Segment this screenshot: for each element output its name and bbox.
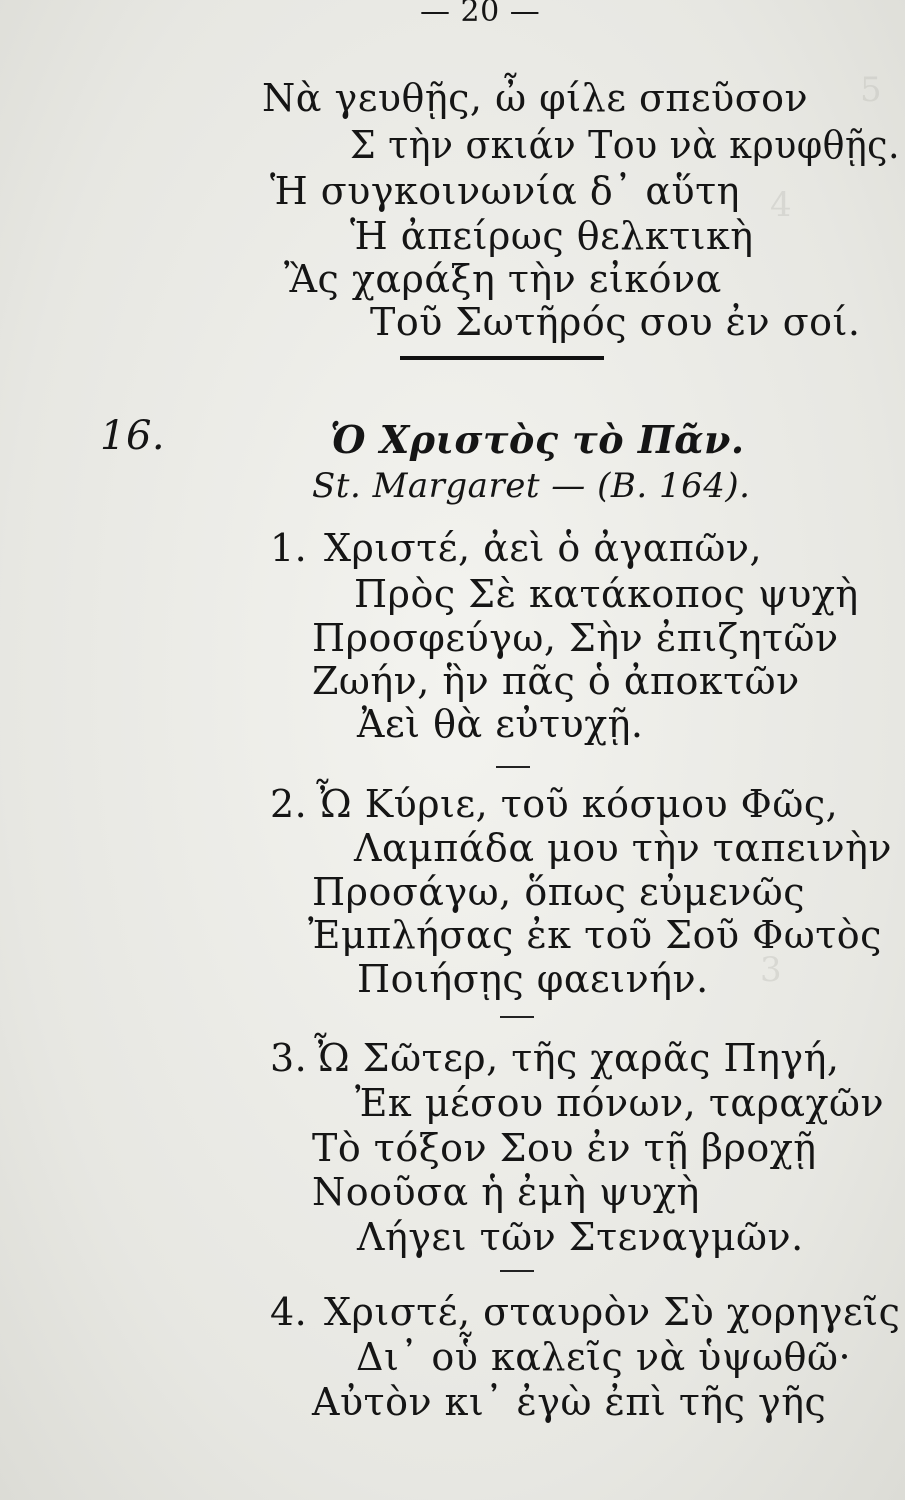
page-number: — 20 —: [420, 0, 541, 29]
hymn-number: 16.: [100, 413, 166, 459]
verse-separator: [500, 1270, 534, 1272]
verse-number: 2.: [270, 782, 308, 826]
verse-line: Ἐκ μέσου πόνων, ταραχῶν: [355, 1081, 885, 1125]
verse-line: Προσάγω, ὅπως εὐμενῶς: [312, 870, 806, 914]
verse-line: Λήγει τῶν Στεναγμῶν.: [357, 1215, 804, 1259]
verse-number: 4.: [270, 1290, 308, 1334]
verse-line: Αὐτὸν κι᾽ ἐγὼ ἐπὶ τῆς γῆς: [312, 1380, 827, 1424]
verse-line: Λαμπάδα μου τὴν ταπεινὴν: [354, 826, 892, 870]
verse-line: Τὸ τόξον Σου ἐν τῇ βροχῇ: [312, 1126, 817, 1170]
prev-stanza-line: Νὰ γευθῇς, ὦ φίλε σπεῦσον: [262, 76, 809, 120]
verse-separator: [496, 766, 530, 768]
prev-stanza-line: Ἡ ἀπείρως θελκτικὴ: [350, 214, 754, 258]
prev-stanza-line: Σ τὴν σκιάν Του νὰ κρυφθῇς.: [350, 123, 900, 167]
show-through-texture: 4: [770, 185, 792, 225]
prev-stanza-line: Ἡ συγκοινωνία δ᾽ αὕτη: [270, 169, 740, 213]
verse-line: Ὦ Κύριε, τοῦ κόσμου Φῶς,: [316, 782, 839, 826]
verse-line: Χριστέ, ἀεὶ ὁ ἀγαπῶν,: [324, 526, 763, 570]
verse-separator: [500, 1016, 534, 1018]
verse-line: Δι᾽ οὗ καλεῖς νὰ ὑψωθῶ·: [356, 1335, 852, 1379]
verse-number: 1.: [270, 526, 308, 570]
prev-stanza-line: Ἂς χαράξη τὴν εἰκόνα: [284, 257, 722, 301]
section-divider: [400, 356, 604, 360]
prev-stanza-line: Τοῦ Σωτῆρός σου ἐν σοί.: [370, 300, 861, 344]
hymn-tune: St. Margaret — (B. 164).: [312, 466, 751, 506]
verse-line: Ὦ Σῶτερ, τῆς χαρᾶς Πηγή,: [314, 1036, 840, 1080]
verse-line: Ἐμπλήσας ἐκ τοῦ Σοῦ Φωτὸς: [308, 913, 882, 957]
verse-line: Νοοῦσα ἡ ἐμὴ ψυχὴ: [312, 1170, 700, 1214]
hymn-title: Ὁ Χριστὸς τὸ Πᾶν.: [330, 417, 745, 462]
show-through-texture: 5: [860, 70, 882, 110]
show-through-texture: 3: [760, 950, 782, 990]
verse-line: Χριστέ, σταυρὸν Σὺ χορηγεῖς: [324, 1290, 901, 1334]
verse-line: Ζωήν, ἣν πᾶς ὁ ἀποκτῶν: [312, 659, 800, 703]
verse-line: Ποιήσῃς φαεινήν.: [357, 957, 709, 1001]
verse-line: Ἀεὶ θὰ εὐτυχῇ.: [357, 702, 644, 746]
verse-number: 3.: [270, 1036, 308, 1080]
verse-line: Προσφεύγω, Σὴν ἐπιζητῶν: [312, 616, 839, 660]
verse-line: Πρὸς Σὲ κατάκοπος ψυχὴ: [354, 572, 859, 616]
